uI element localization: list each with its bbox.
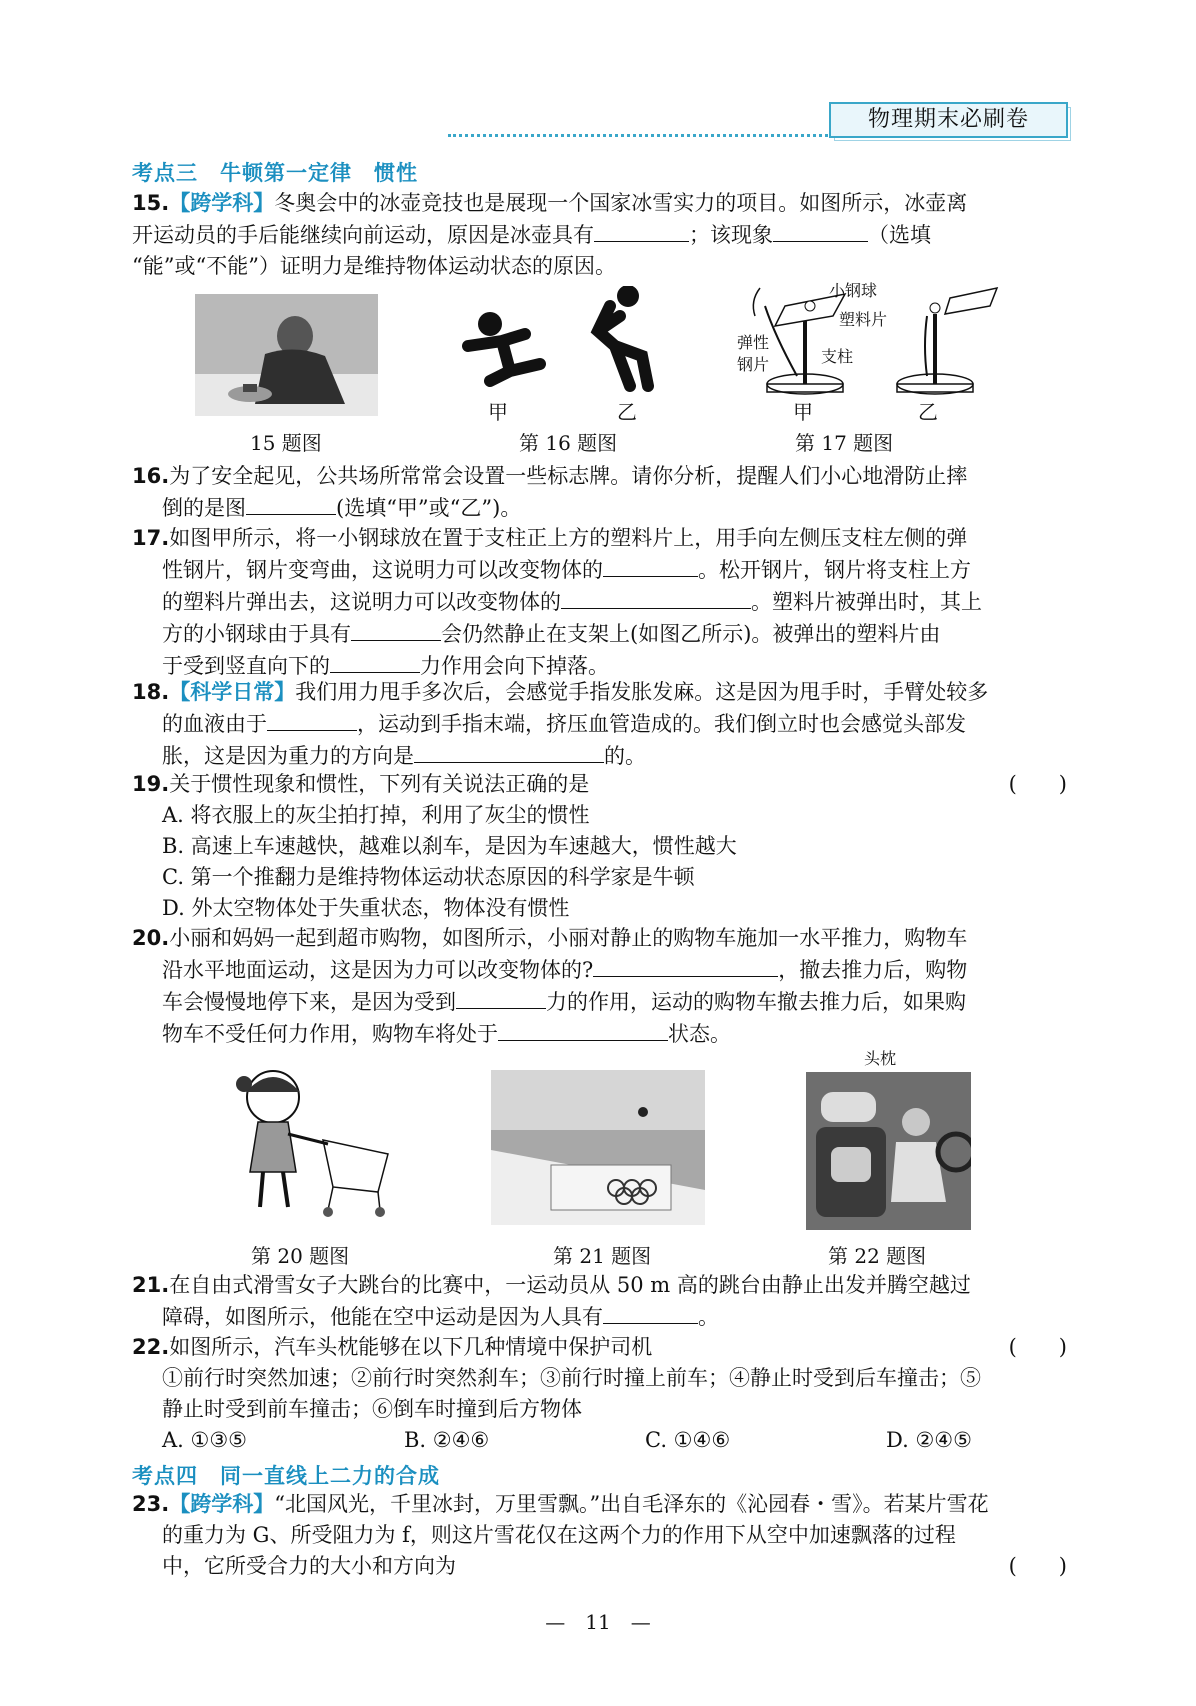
ski-jump-photo (491, 1070, 705, 1225)
answer-blank[interactable] (593, 954, 778, 977)
answer-blank[interactable] (561, 586, 751, 609)
question-23: 23.【跨学科】“北国风光，千里冰封，万里雪飘。”出自毛泽东的《沁园春・雪》。若某片雪花 的重力为 G、所受阻力为 f，则这片雪花仅在这两个力的作用下从空中加速飘落的过程 中，它所受合力的大小和方向为 ( ) (132, 1489, 1067, 1582)
section-heading: 考点三 牛顿第一定律 惯性 (132, 161, 418, 185)
question-number: 18. (132, 680, 170, 704)
header-dotted-rule (448, 134, 833, 137)
answer-blank[interactable] (414, 740, 604, 763)
section-heading: 考点四 同一直线上二力的合成 (132, 1464, 440, 1488)
figure-16 (450, 286, 670, 416)
answer-blank[interactable] (498, 1018, 668, 1041)
question-number: 17. (132, 526, 170, 550)
option-b: B. 高速上车速越快，越难以刹车，是因为车速越大，惯性越大 (162, 834, 737, 858)
question-17: 17.如图甲所示，将一小钢球放在置于支柱正上方的塑料片上，用手向左侧压支柱左侧的弹 性钢片，钢片变弯曲，这说明力可以改变物体的 。松开钢片，钢片将支柱上方 的塑料片弹出去，这说明力可以改变物体的 。塑料片被弹出时，其上 方的小钢球由于具有 会仍然静止在支架上(如图乙所示)。被弹出的塑料片由 于受到竖直向下的 力作用会向下掉落。 (132, 526, 982, 678)
answer-blank[interactable] (330, 650, 420, 673)
answer-paren[interactable]: ( ) (1008, 1335, 1067, 1359)
caption-fig20: 第 20 题图 (251, 1244, 350, 1268)
question-15: 15.【跨学科】冬奥会中的冰壶竞技也是展现一个国家冰雪实力的项目。如图所示，冰壶离 开运动员的手后能继续向前运动，原因是冰壶具有 ；该现象 （选填 “能”或“不能”）证明力是维持物体运动状态的原因。 (132, 191, 968, 278)
warning-sign-figures (450, 286, 670, 416)
question-number: 23. (132, 1492, 170, 1516)
fig17-label-pillar: 支柱 (821, 347, 854, 366)
option-a: A. ①③⑤ (162, 1428, 247, 1452)
curling-photo (195, 294, 378, 416)
option-d: D. 外太空物体处于失重状态，物体没有惯性 (162, 896, 570, 920)
fig16-label-a: 甲 (488, 400, 508, 424)
answer-blank[interactable] (456, 986, 546, 1009)
question-number: 20. (132, 926, 170, 950)
answer-blank[interactable] (603, 1301, 698, 1324)
answer-blank[interactable] (603, 554, 698, 577)
girl-with-cart (218, 1062, 398, 1222)
question-number: 16. (132, 464, 170, 488)
option-b: B. ②④⑥ (404, 1428, 490, 1452)
curling-photo-illustration (195, 294, 378, 416)
options-row (132, 1425, 1067, 1456)
answer-paren[interactable]: ( ) (1008, 772, 1067, 796)
fig17-label-b: 乙 (918, 400, 938, 424)
option-a: A. 将衣服上的灰尘拍打掉，利用了灰尘的惯性 (162, 803, 590, 827)
question-number: 21. (132, 1273, 170, 1297)
question-22: 22.如图所示，汽车头枕能够在以下几种情境中保护司机 ( ) ①前行时突然加速；②前行时突然刹车；③前行时撞上前车；④静止时受到后车撞击；⑤ 静止时受到前车撞击；⑥倒车时撞到后方物体 A. ①③⑤ B. ②④⑥ C. ①④⑥ D. ②④⑤ (132, 1332, 1067, 1456)
question-19: 19.关于惯性现象和惯性，下列有关说法正确的是 ( ) A. 将衣服上的灰尘拍打掉，利用了灰尘的惯性 B. 高速上车速越快，越难以刹车，是因为车速越大，惯性越大 C. 第一个推翻力是维持物体运动状态原因的科学家是牛顿 D. 外太空物体处于失重状态，物体没有惯性 (132, 769, 1067, 924)
caption-fig22: 第 22 题图 (828, 1244, 927, 1268)
question-20: 20.小丽和妈妈一起到超市购物，如图所示，小丽对静止的购物车施加一水平推力，购物车 沿水平地面运动，这是因为力可以改变物体的? ，撤去推力后，购物 车会慢慢地停下来，是因为受到 力的作用，运动的购物车撤去推力后，如果购 物车不受任何力作用，购物车将处于 状态。 (132, 926, 968, 1046)
fig16-label-b: 乙 (617, 400, 637, 424)
answer-blank[interactable] (246, 492, 336, 515)
car-headrest-photo (806, 1072, 971, 1230)
shopping-girl-illustration (218, 1062, 398, 1222)
fig17-label-spring2: 钢片 (737, 355, 770, 374)
fig17-label-spring1: 弹性 (737, 333, 770, 352)
caption-fig17: 第 17 题图 (795, 431, 894, 455)
question-18: 18.【科学日常】我们用力甩手多次后，会感觉手指发胀发麻。这是因为甩手时，手臂处较多 的血液由于 ，运动到手指末端，挤压血管造成的。我们倒立时也会感觉头部发 胀，这是因为重力的方向是 的。 (132, 680, 989, 768)
answer-blank[interactable] (351, 618, 441, 641)
question-number: 15. (132, 191, 170, 215)
option-c: C. 第一个推翻力是维持物体运动状态原因的科学家是牛顿 (162, 865, 695, 889)
question-16: 16.为了安全起见，公共场所常常会设置一些标志牌。请你分析，提醒人们小心地滑防止摔 倒的是图 (选填“甲”或“乙”)。 (132, 464, 968, 520)
option-d: D. ②④⑤ (886, 1428, 972, 1452)
caption-fig21: 第 21 题图 (553, 1244, 652, 1268)
answer-blank[interactable] (267, 708, 357, 731)
fig17-label-plastic: 塑料片 (839, 310, 888, 329)
answer-blank[interactable] (773, 219, 868, 242)
question-tag: 【跨学科】 (169, 1492, 275, 1516)
answer-paren[interactable]: ( ) (1008, 1554, 1067, 1578)
caption-fig15: 15 题图 (250, 431, 322, 455)
question-tag: 【跨学科】 (169, 191, 275, 215)
ski-jump-scene (491, 1070, 705, 1225)
answer-blank[interactable] (594, 219, 689, 242)
question-tag: 【科学日常】 (169, 680, 296, 704)
book-title: 物理期末必刷卷 (829, 102, 1068, 138)
option-c: C. ①④⑥ (645, 1428, 731, 1452)
fig22-label-headrest: 头枕 (864, 1049, 897, 1068)
page-number: — 11 — (545, 1610, 651, 1634)
question-21: 21.在自由式滑雪女子大跳台的比赛中，一运动员从 50 m 高的跳台由静止出发并腾空越过 障碍，如图所示，他能在空中运动是因为人具有 。 (132, 1273, 971, 1329)
car-interior-scene (806, 1072, 971, 1230)
caption-fig16: 第 16 题图 (519, 431, 618, 455)
question-number: 19. (132, 772, 170, 796)
fig17-label-ball: 小钢球 (829, 281, 878, 300)
question-number: 22. (132, 1335, 170, 1359)
fig17-label-a: 甲 (793, 400, 813, 424)
